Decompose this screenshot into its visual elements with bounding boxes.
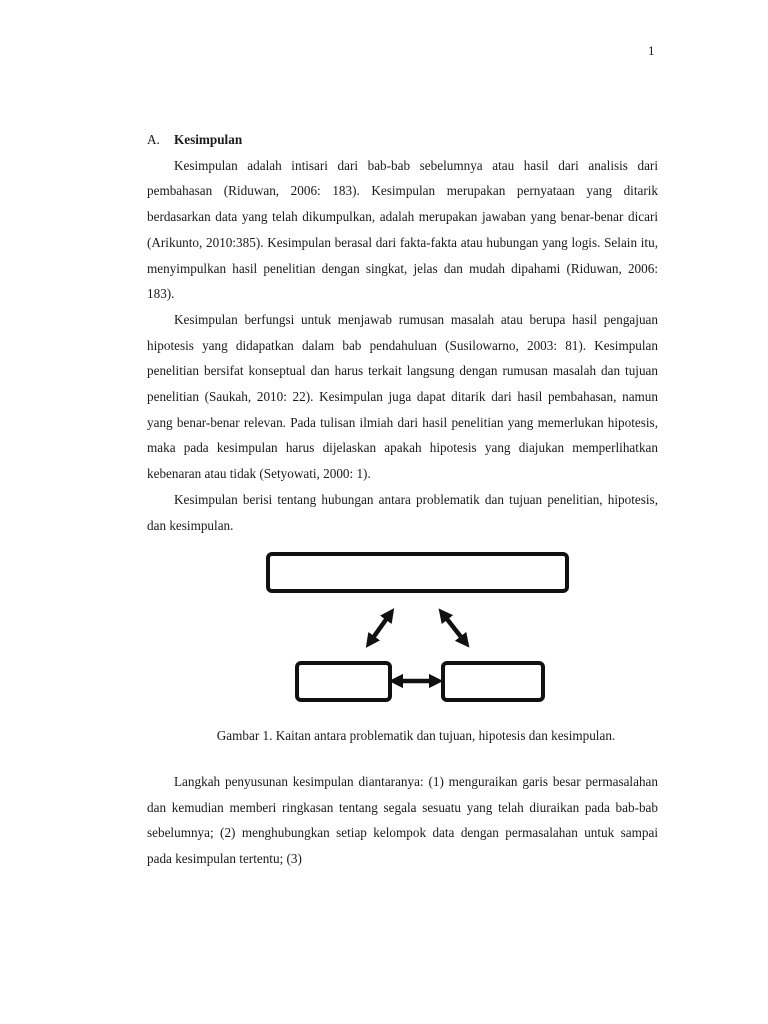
- paragraph-2: Kesimpulan berfungsi untuk menjawab rumusan masalah atau berupa hasil pengajuan hipotesis yang didapatkan dalam bab pendahuluan (Susilowarno, 2003: 81). Kesimpulan penelitian bersifat konseptual dan harus terkait langsung dengan rumusan masalah dan tujuan penelitian (Saukah, 2010: 22). Kesimpulan juga dapat ditarik dari hasil pembahasan, namun yang benar-benar relevan. Pada tulisan ilmiah dari hasil penelitian yang memerlukan hipotesis, maka pada kesimpulan harus dijelaskan apakah hipotesis yang diajukan memperlihatkan kebenaran atau tidak (Setyowati, 2000: 1).: [147, 311, 658, 482]
- page-number: 1: [648, 43, 655, 58]
- hypothesis-box: [297, 663, 390, 700]
- paragraph-3: Kesimpulan berisi tentang hubungan antara problematik dan tujuan penelitian, hipotesis, dan kesimpulan.: [147, 491, 658, 533]
- diagram-svg: [147, 538, 658, 723]
- paragraph-1: Kesimpulan adalah intisari dari bab-bab sebelumnya atau hasil dari analisis dari pembahasan (Riduwan, 2006: 183). Kesimpulan merupakan pernyataan yang ditarik berdasarkan data yang telah dikumpulkan, adalah merupakan jawaban yang benar-benar dicari (Arikunto, 2010:385). Kesimpulan berasal dari fakta-fakta atau hubungan yang logis. Selain itu, menyimpulkan hasil penelitian dengan singkat, jelas dan mudah dipahami (Riduwan, 2006: 183).: [147, 157, 658, 302]
- paragraph-4: Langkah penyusunan kesimpulan diantaranya: (1) menguraikan garis besar permasalahan dan kemudian memberi ringkasan tentang segala sesuatu yang telah diuraikan pada bab-bab sebelumnya; (2) menghubungkan setiap kelompok data dengan permasalahan untuk sampai pada kesimpulan tertentu; (3): [147, 773, 658, 867]
- problem-goal-box: [268, 554, 567, 591]
- section-heading: [147, 127, 658, 153]
- section-number: A.: [147, 132, 160, 147]
- arrow-left-diagonal: [370, 614, 390, 642]
- document-body: [147, 127, 658, 872]
- figure-caption: Gambar 1. Kaitan antara problematik dan tujuan, hipotesis dan kesimpulan.: [216, 728, 616, 744]
- section-title: Kesimpulan: [174, 132, 243, 147]
- relationship-diagram: [147, 538, 658, 723]
- conclusion-box: [443, 663, 543, 700]
- arrow-right-diagonal: [443, 614, 465, 642]
